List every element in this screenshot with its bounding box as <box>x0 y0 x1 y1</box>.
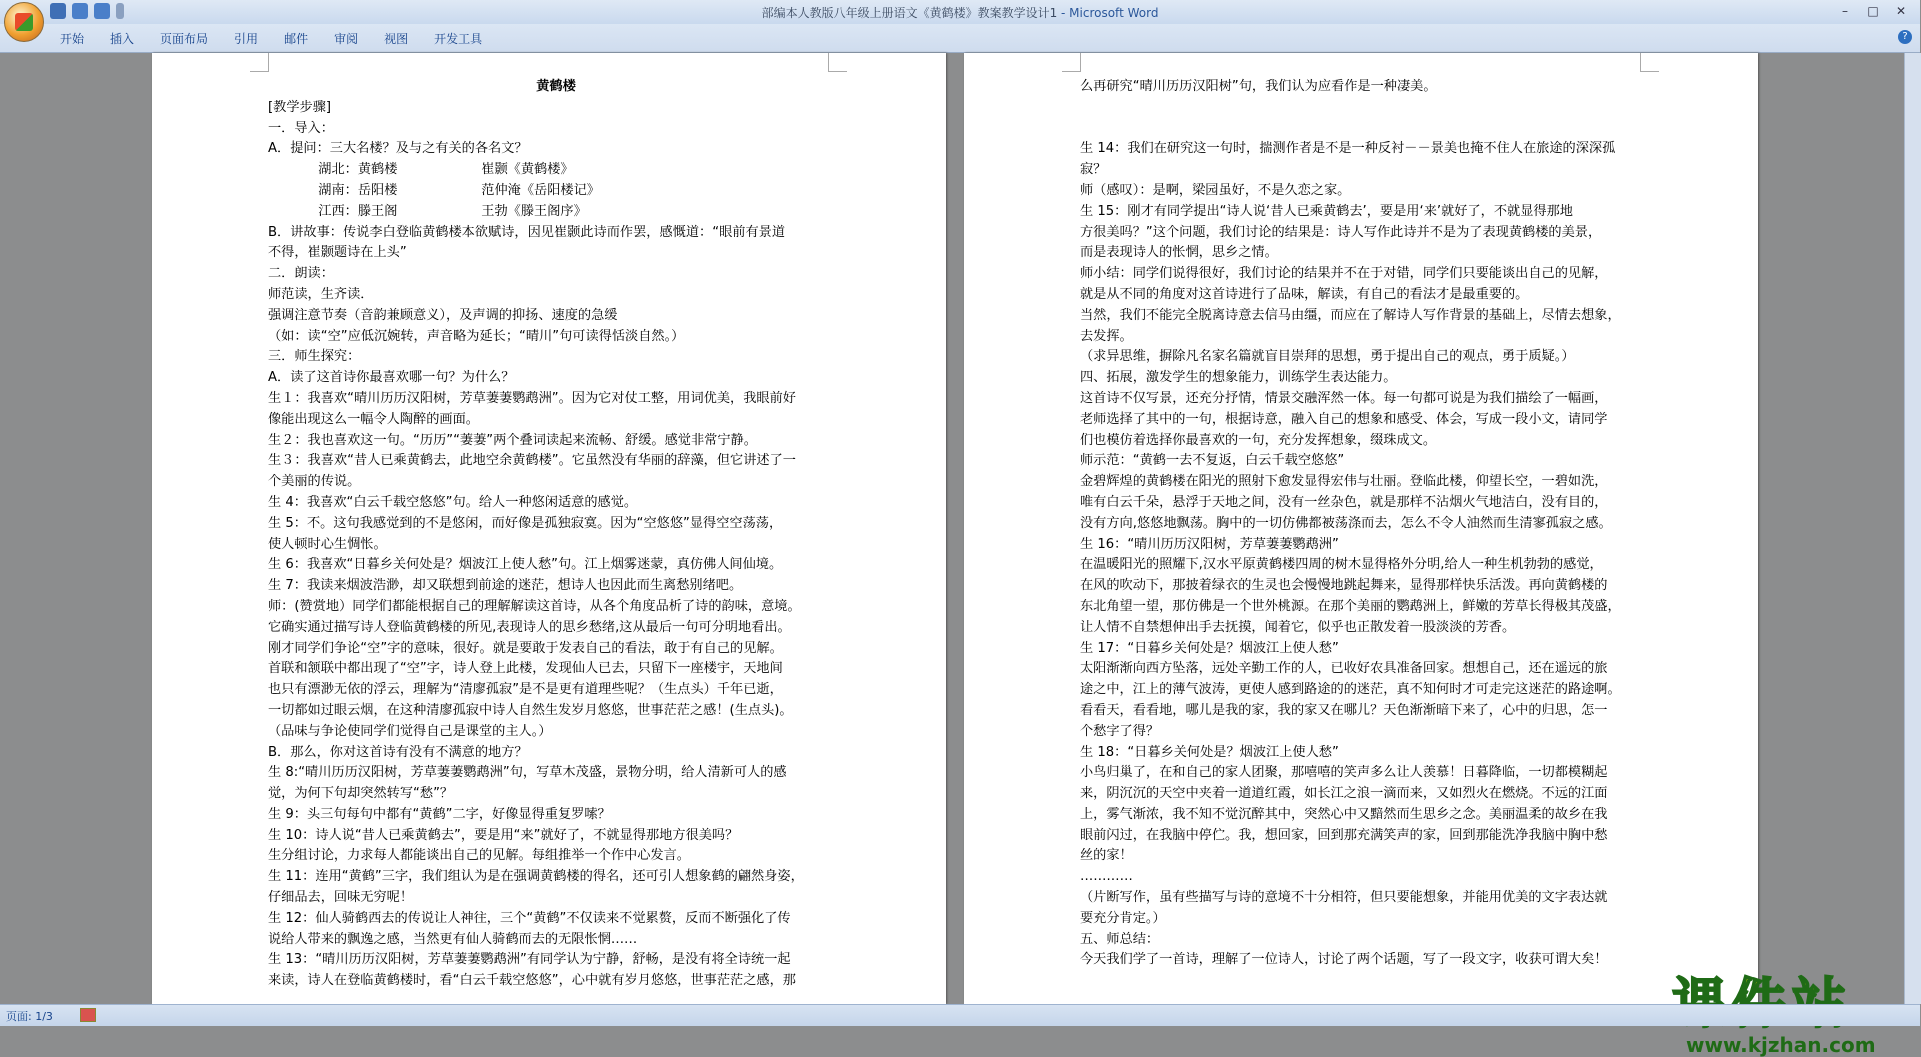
margin-corner-mark <box>828 53 847 72</box>
margin-corner-mark <box>1062 53 1081 72</box>
text-line: B．讲故事：传说李白登临黄鹤楼本欲赋诗，因见崔颢此诗而作罢，感慨道：“眼前有景道 <box>268 224 786 240</box>
close-icon[interactable]: ✕ <box>1895 4 1907 18</box>
office-logo-icon <box>15 13 33 31</box>
text-line: 途之中，江上的薄气波涛，更使人感到路途的的迷茫，真不知何时才可走完这迷茫的路途啊。 <box>1080 682 1621 698</box>
title-bar <box>0 0 1920 25</box>
text-line: 没有方向,悠悠地飘荡。胸中的一切仿佛都被荡涤而去，怎么不令人油然而生清寥孤寂之感。 <box>1080 515 1612 531</box>
text-line: 它确实通过描写诗人登临黄鹤楼的所见,表现诗人的思乡愁绪,这从最后一句可分明地看出。 <box>268 619 791 635</box>
text-line: 生 4：我喜欢“白云千载空悠悠”句。给人一种悠闲适意的感觉。 <box>268 494 638 510</box>
text-line: 生 11：连用“黄鹤”三字，我们组认为是在强调黄鹤楼的得名，还可引人想象鹤的翩然身姿， <box>268 869 804 885</box>
text-line: 说给人带来的飘逸之感，当然更有仙人骑鹤而去的无限怅惘…… <box>268 931 638 947</box>
tab-view[interactable]: 视图 <box>384 32 409 46</box>
text-line: 一．导入： <box>268 120 334 136</box>
text-line: 丝的家！ <box>1080 848 1133 864</box>
text-line: 生 9：头三句每句中都有“黄鹤”二字，好像显得重复罗嗦？ <box>268 806 611 822</box>
text-line: 生３：我喜欢“昔人已乘黄鹤去，此地空余黄鹤楼”。它虽然没有华丽的辞藻，但它讲述了一 <box>268 453 796 469</box>
text-line: 师小结：同学们说得很好，我们讨论的结果并不在于对错，同学们只要能谈出自己的见解， <box>1080 266 1608 282</box>
watermark-url: www.kjzhan.com <box>1686 1033 1876 1057</box>
text-line: 就是从不同的角度对这首诗进行了品味，解读，有自己的看法才是最重要的。 <box>1080 286 1529 302</box>
text-line: 生１：我喜欢“晴川历历汉阳树，芳草萋萋鹦鹉洲”。因为它对仗工整，用词优美，我眼前好 <box>268 390 796 406</box>
tab-page-layout[interactable]: 页面布局 <box>160 32 209 46</box>
status-bar <box>0 1004 1920 1026</box>
text-line: 生 12：仙人骑鹤西去的传说让人神往，三个“黄鹤”不仅读来不觉累赘，反而不断强化了传 <box>268 910 791 926</box>
text-line: （品味与争论使同学们觉得自己是课堂的主人。） <box>268 723 552 739</box>
tab-mailings[interactable]: 邮件 <box>284 32 309 46</box>
text-line: 生 8:“晴川历历汉阳树，芳草萋萋鹦鹉洲”句，写草木茂盛，景物分明，给人清新可人的感 <box>268 765 787 781</box>
text-line: 生 7：我读来烟波浩渺，却又联想到前途的迷茫，想诗人也因此而生离愁别绪吧。 <box>268 578 743 594</box>
text-line: 来读，诗人在登临黄鹤楼时，看“白云千载空悠悠”，心中就有岁月悠悠，世事茫茫之感，那 <box>268 973 796 989</box>
text-line: 太阳渐渐向西方坠落，远处辛勤工作的人，已收好农具准备回家。想想自己，还在遥远的旅 <box>1080 661 1608 677</box>
text-line: 这首诗不仅写景，还充分抒情，情景交融浑然一体。每一句都可说是为我们描绘了一幅画， <box>1080 390 1608 406</box>
tab-home[interactable]: 开始 <box>60 32 85 46</box>
page-1-text[interactable] <box>268 77 844 992</box>
tab-review[interactable]: 审阅 <box>334 32 359 46</box>
text-line: （如：读“空”应低沉婉转，声音略为延长；“晴川”句可读得恬淡自然。） <box>268 328 685 344</box>
text-line: 湖南：岳阳楼 范仲淹《岳阳楼记》 <box>268 182 600 198</box>
text-line: 师（感叹）：是啊，梁园虽好，不是久恋之家。 <box>1080 182 1351 198</box>
text-line: 师：(赞赏地）同学们都能根据自己的理解解读这首诗，从各个角度品析了诗的韵味，意境。 <box>268 598 801 614</box>
office-button[interactable] <box>4 2 44 42</box>
text-line: 而是表现诗人的怅惘，思乡之情。 <box>1080 245 1278 261</box>
text-line: 去发挥。 <box>1080 328 1133 344</box>
text-line: 一切都如过眼云烟，在这种清廖孤寂中诗人自然生发岁月悠悠，世事茫茫之感！(生点头)。 <box>268 702 793 718</box>
text-line <box>1080 119 1646 140</box>
text-line: 强调注意节奏（音韵兼顾意义），及声调的抑扬、速度的急缓 <box>268 307 618 323</box>
minimize-icon[interactable]: – <box>1842 4 1848 18</box>
text-line: ………… <box>1080 869 1133 885</box>
page-1[interactable] <box>152 53 946 1004</box>
text-line: 生 5：不。这句我感觉到的不是悠闲，而好像是孤独寂寞。因为“空悠悠”显得空空荡荡， <box>268 515 783 531</box>
text-line: 要充分肯定。） <box>1080 910 1166 926</box>
text-line: 生 6：我喜欢“日暮乡关何处是？烟波江上使人愁”句。江上烟雾迷蒙，真仿佛人间仙境。 <box>268 557 783 573</box>
window-controls <box>1832 2 1914 20</box>
ribbon <box>0 24 1920 53</box>
text-line: 生２：我也喜欢这一句。“历历”“萋萋”两个叠词读起来流畅、舒缓。感觉非常宁静。 <box>268 432 757 448</box>
tab-references[interactable]: 引用 <box>234 32 259 46</box>
text-line: 在温暖阳光的照耀下,汉水平原黄鹤楼四周的树木显得格外分明,给人一种生机勃勃的感觉， <box>1080 557 1603 573</box>
page-2-text[interactable] <box>1080 77 1646 992</box>
text-line: 刚才同学们争论“空”字的意味，很好。就是要敢于发表自己的看法，敢于有自己的见解。 <box>268 640 783 656</box>
tab-insert[interactable]: 插入 <box>110 32 135 46</box>
text-line: B．那么，你对这首诗有没有不满意的地方？ <box>268 744 528 760</box>
text-line: 师范读，生齐读． <box>268 286 374 302</box>
text-line: 生 16：“晴川历历汉阳树，芳草萋萋鹦鹉洲” <box>1080 536 1339 552</box>
margin-corner-mark <box>250 53 269 72</box>
text-line: 湖北：黄鹤楼 崔颢《黄鹤楼》 <box>268 162 574 178</box>
text-line: 方很美吗？”这个问题，我们讨论的结果是：诗人写作此诗并不是为了表现黄鹤楼的美景， <box>1080 224 1602 240</box>
text-line: 眼前闪过，在我脑中停伫。我，想回家，回到那充满笑声的家，回到那能洗净我脑中胸中愁 <box>1080 827 1608 843</box>
text-line: 上，雾气渐浓，我不知不觉沉醉其中，突然心中又黯然而生思乡之念。美丽温柔的故乡在我 <box>1080 806 1608 822</box>
text-line: 东北角望一望，那仿佛是一个世外桃源。在那个美丽的鹦鹉洲上，鲜嫩的芳草长得极其茂盛， <box>1080 598 1621 614</box>
text-line: 小鸟归巢了，在和自己的家人团聚，那嘻嘻的笑声多么让人羡慕！日暮降临，一切都模糊起 <box>1080 765 1608 781</box>
text-line: 老师选择了其中的一句，根据诗意，融入自己的想象和感受、体会，写成一段小文，请同学 <box>1080 411 1608 427</box>
text-line: 在风的吹动下，那披着绿衣的生灵也会慢慢地跳起舞来，显得那样快乐活泼。再向黄鹤楼的 <box>1080 578 1608 594</box>
text-line: 觉，为何下句却突然转写“愁”？ <box>268 786 454 802</box>
document-title: 黄鹤楼 <box>536 79 576 94</box>
text-line: （片断写作，虽有些描写与诗的意境不十分相符，但只要能想象，并能用优美的文字表达就 <box>1080 890 1608 906</box>
text-line: 不得，崔颢题诗在上头” <box>268 245 407 261</box>
text-line: 生 18：“日暮乡关何处是？烟波江上使人愁” <box>1080 744 1339 760</box>
text-line: 寂？ <box>1080 162 1107 178</box>
text-line: 让人情不自禁想伸出手去抚摸，闻着它，似乎也正散发着一股淡淡的芳香。 <box>1080 619 1516 635</box>
text-line: 来，阴沉沉的天空中夹着一道道红霞，如长江之浪一滴而来，又如烈火在燃烧。不远的江面 <box>1080 786 1608 802</box>
vertical-scrollbar[interactable] <box>1904 53 1921 1004</box>
text-line: 唯有白云千朵，悬浮于天地之间，没有一丝杂色，就是那样不沾烟火气地洁白，没有目的， <box>1080 494 1608 510</box>
tab-developer[interactable]: 开发工具 <box>434 32 483 46</box>
text-line: 二．朗读： <box>268 266 334 282</box>
text-line: 看看天，看看地，哪儿是我的家，我的家又在哪儿？天色渐渐暗下来了，心中的归思，怎一 <box>1080 702 1608 718</box>
text-line: （求异思维，摒除凡名家名篇就盲目崇拜的思想，勇于提出自己的观点，勇于质疑。） <box>1080 349 1575 365</box>
text-line: 三．师生探究： <box>268 349 361 365</box>
text-line: 生 13：“晴川历历汉阳树，芳草萋萋鹦鹉洲”有同学认为宁静，舒畅，是没有将全诗统一起 <box>268 952 791 968</box>
page-count[interactable]: 页面: 1/3 <box>6 1010 53 1023</box>
text-line: 生 17：“日暮乡关何处是？烟波江上使人愁” <box>1080 640 1339 656</box>
window-title <box>0 4 1920 21</box>
text-line: 个美丽的传说。 <box>268 474 361 490</box>
text-line <box>1080 98 1646 119</box>
margin-corner-mark <box>1640 53 1659 72</box>
text-line: 生 10：诗人说“昔人已乘黄鹤去”，要是用“来”就好了，不就显得那地方很美吗？ <box>268 827 739 843</box>
document-name: 部编本人教版八年级上册语文《黄鹤楼》教案教学设计1 <box>761 6 1058 20</box>
text-line: 个愁字了得？ <box>1080 723 1160 739</box>
text-line: 首联和颔联中都出现了“空”字，诗人登上此楼，发现仙人已去，只留下一座楼宇，天地间 <box>268 661 783 677</box>
text-line <box>1080 971 1646 992</box>
text-line: 们也模仿着选择你最喜欢的一句，充分发挥想象，缀珠成文。 <box>1080 432 1437 448</box>
text-line: 当然，我们不能完全脱离诗意去信马由缰，而应在了解诗人写作背景的基础上，尽情去想象， <box>1080 307 1621 323</box>
text-line: A．读了这首诗你最喜欢哪一句？为什么？ <box>268 370 515 386</box>
help-icon[interactable]: ? <box>1898 30 1912 44</box>
text-line: 五、师总结： <box>1080 931 1160 947</box>
text-line: 江西：滕王阁 王勃《滕王阁序》 <box>268 203 587 219</box>
maximize-icon[interactable]: □ <box>1867 4 1879 18</box>
text-line: 像能出现这么一幅令人陶醉的画面。 <box>268 411 479 427</box>
text-line: 金碧辉煌的黄鹤楼在阳光的照射下愈发显得宏伟与壮丽。登临此楼，仰望长空，一碧如洗， <box>1080 474 1608 490</box>
text-line: 么再研究“晴川历历汉阳树”句，我们认为应看作是一种凄美。 <box>1080 79 1437 94</box>
page-2[interactable] <box>964 53 1758 1004</box>
text-line: A．提问：三大名楼？及与之有关的各名文？ <box>268 141 528 157</box>
text-line: 生 15：刚才有同学提出“诗人说‘昔人已乘黄鹤去’，要是用‘来’就好了，不就显得那地 <box>1080 203 1573 219</box>
app-name: - Microsoft Word <box>1057 6 1159 20</box>
text-line: 生 14：我们在研究这一句时，揣测作者是不是一种反衬－－景美也掩不住人在旅途的深深孤 <box>1080 141 1616 157</box>
text-line: 仔细品去，回味无穷呢！ <box>268 890 414 906</box>
proofing-icon[interactable] <box>80 1008 96 1022</box>
text-line: 使人顿时心生惆怅。 <box>268 536 387 552</box>
text-line: 今天我们学了一首诗，理解了一位诗人，讨论了两个话题，写了一段文字，收获可谓大矣！ <box>1080 952 1608 968</box>
text-line: 四、拓展，激发学生的想象能力，训练学生表达能力。 <box>1080 370 1397 386</box>
ribbon-tabs <box>60 30 482 47</box>
text-line: 也只有漂渺无依的浮云，理解为“清廖孤寂”是不是更有道理些呢？（生点头）千年已逝， <box>268 682 783 698</box>
text-line: 生分组讨论，力求每人都能谈出自己的见解。每组推举一个作中心发言。 <box>268 848 690 864</box>
text-line: 师示范：“黄鹤一去不复返，白云千载空悠悠” <box>1080 453 1345 469</box>
text-line: [教学步骤] <box>268 99 332 115</box>
